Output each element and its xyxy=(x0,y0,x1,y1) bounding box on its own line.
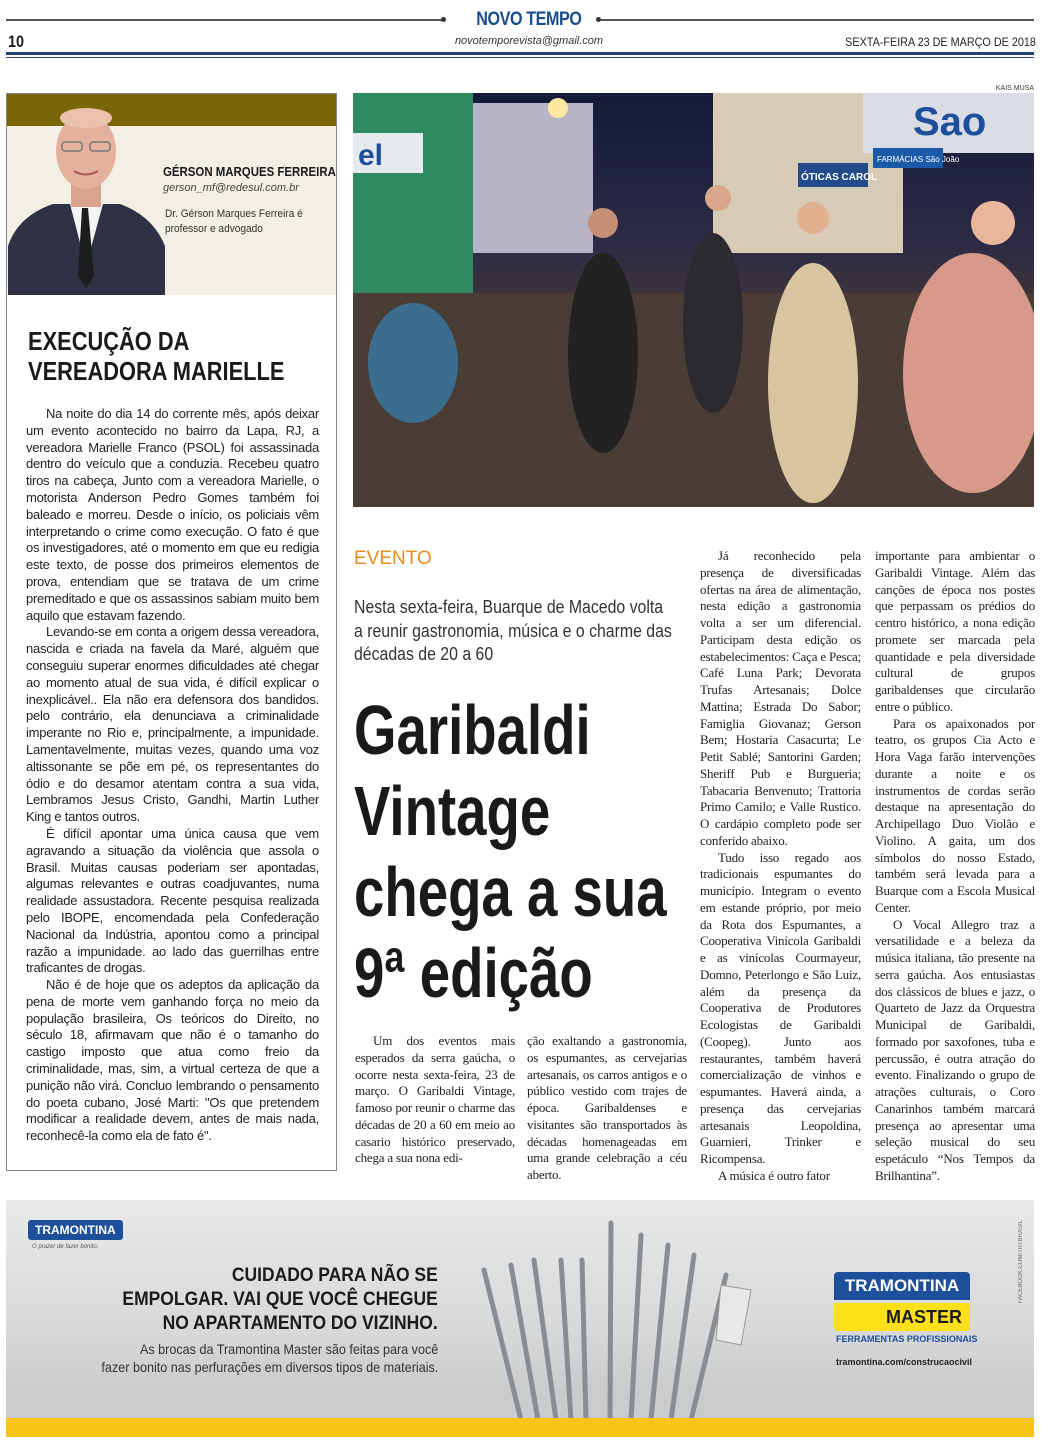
paragraph: importante para ambientar o Garibaldi Vintage. Além das canções de época nos postes que perpassam os prédios do centro histórico, a nona edição promete ser marcada pela quantidade e pela diversidade cultural de grupos garibaldenses que circularão entre o público. xyxy=(875,548,1035,714)
column-body xyxy=(26,406,319,1145)
title-line: Garibaldi xyxy=(354,691,591,769)
sign-text: el xyxy=(358,139,384,172)
tramontina-master-logo-top: TRAMONTINA xyxy=(834,1272,970,1300)
headline-line: EXECUÇÃO DA xyxy=(28,326,190,356)
ad-yellow-strip xyxy=(6,1418,1034,1437)
ad-subtext xyxy=(101,1340,438,1376)
article-title xyxy=(354,690,667,1014)
title-line: chega a sua xyxy=(354,853,667,931)
ad-tagline: FERRAMENTAS PROFISSIONAIS xyxy=(836,1334,978,1344)
ad-slogan: O prazer de fazer bonito. xyxy=(32,1244,99,1250)
header-date: SEXTA-FEIRA 23 DE MARÇO DE 2018 xyxy=(845,35,1036,49)
paragraph: Tudo isso regado aos tradicionais espumantes do município. Integram o evento em estande próprio, por meio da Rota dos Espumantes, a Cooperativa Vinícola Garibaldi e as vinícolas Courmayeur, Domno, Peterlongo e São Luiz, além da presença da Cooperativa de Produtores Ecologistas de Garibaldi (Coopeg). Junto aos restaurantes, também haverá comercialização de vinhos e espumantes. Haverá ainda, a presença das cervejarias artesanais Leopoldina, Guarnieri, Trinker e Ricompensa. xyxy=(700,849,861,1166)
author-email: gerson_mf@redesul.com.br xyxy=(163,182,299,194)
column-headline xyxy=(28,326,284,386)
paragraph: A música é outro fator xyxy=(718,1167,830,1183)
drill-bits-image xyxy=(476,1215,796,1425)
paragraph: É difícil apontar uma única causa que vem agravando a situação da violência que assola o Brasil. Muitas causas poderiam ser apontadas, algumas relevantes e outras coadjuvantes, numa realidade assustadora. Recente pesquisa realizada pelo IBOPE, encomendada pela Confederação Nacional da Indústria, apontou como a principal razão a impunidade. ao lado das guerrilhas entre traficantes de drogas. xyxy=(26,825,319,976)
author-name: GÉRSON MARQUES FERREIRA xyxy=(163,164,336,179)
deck-line: a reunir gastronomia, música e o charme das xyxy=(354,620,672,641)
article-column-2 xyxy=(527,1033,687,1184)
ad-subtext-line: As brocas da Tramontina Master são feitas para você xyxy=(139,1341,438,1357)
article-deck xyxy=(354,596,672,667)
sign-text: ÓTICAS CAROL xyxy=(801,172,878,183)
article-column-3 xyxy=(700,548,861,1185)
brand-text: NOVO TEMPO xyxy=(476,9,582,30)
ad-headline xyxy=(123,1264,438,1336)
tramontina-logo: TRAMONTINA xyxy=(28,1220,123,1240)
ad-headline-line: CUIDADO PARA NÃO SE xyxy=(232,1265,438,1286)
header-divider-thin xyxy=(6,57,1034,58)
title-line: 9ª edição xyxy=(354,934,593,1012)
author-description: Dr. Gérson Marques Ferreira é professor e advogado xyxy=(165,208,303,235)
event-photo xyxy=(353,93,1034,507)
paragraph: ção exaltando a gastronomia, os espumantes, as cervejarias artesanais, os carros antigos e o público vestido com trajes de época. Garibaldenses e visitantes são transportados às décadas homenageadas em uma grande celebração a céu aberto. xyxy=(527,1033,687,1182)
article-column-1 xyxy=(355,1033,515,1167)
ad-facebook: FACEBOOK.COM/TRTBRASIL xyxy=(1018,1220,1024,1304)
author-photo xyxy=(8,96,165,295)
newspaper-brand xyxy=(0,9,1058,31)
paragraph: Um dos eventos mais esperados da serra gaúcha, o ocorre nesta sexta-feira, 23 de março. O Garibaldi Vintage, famoso por reunir o charme das décadas de 20 a 60 em meio ao casario histórico preservado, chega a sua nona edi- xyxy=(355,1033,515,1166)
article-column-4 xyxy=(875,548,1035,1185)
deck-line: Nesta sexta-feira, Buarque de Macedo volta xyxy=(354,597,664,617)
tramontina-advertisement[interactable] xyxy=(6,1200,1034,1437)
paragraph: Levando-se em conta a origem dessa vereadora, nascida e criada na favela da Maré, alguém que conseguiu superar enormes dificuldades até chegar ao momento atual de sua vida, é difícil explicar o inexplicável.. Ela não era defensora dos bandidos. pelo contrário, ela denunciava a criminalidade imperante no Rio e, principalmente, a impunidade. Lamentavelmente, muitas vezes, quando uma voz altissonante se põe em pé, os representantes do ódio e do desamor atentam contra a sua vida, Lembramos Jesus Cristo, Gandhi, Martin Luther King e tantos outros. xyxy=(26,624,319,825)
header-email: novotemporevista@gmail.com xyxy=(454,35,604,47)
headline-line: VEREADORA MARIELLE xyxy=(28,356,285,386)
title-line: Vintage xyxy=(354,772,551,850)
photo-credit: KAIS MUSA xyxy=(995,85,1034,92)
paragraph: Na noite do dia 14 do corrente mês, após deixar um evento acontecido no bairro da Lapa, RJ, a vereadora Marielle Franco (PSOL) foi assassinada dentro do veículo que a conduzia. Recebeu quatro tiros na cabeça, Junto com a vereadora Marielle, o motorista Anderson Pedro Gomes também foi baleado e morreu. Desde o início, os policiais vêm interpretando o crime como execução. O fato é que os investigadores, até o momento em que eu redigia este texto, de posse dos primeiros elementos de prova, entendiam que se tratava de um crime premeditado e que os assassinos sabiam muito bem aquilo que estavam fazendo. xyxy=(26,406,319,623)
paragraph: O Vocal Allegro traz a versatilidade e a beleza da música italiana, tão presente na serra gaúcha. Aos entusiastas dos clássicos de blues e jazz, o Quarteto de Jazz da Orquestra Municipal de Garibaldi, formado por saxofones, tuba e percussão, é outra atração do evento. Finalizando o grupo de atrações culturais, o Coro Canarinhos também marcará presença ao apresentar uma seleção musical do seu espetáculo “Nos Tempos da Brilhantina”. xyxy=(875,916,1035,1183)
ad-headline-line: NO APARTAMENTO DO VIZINHO. xyxy=(162,1313,438,1334)
paragraph: Não é de hoje que os adeptos da aplicação da pena de morte vem ganhando força no meio da população brasileira, Os teóricos do Direito, no século 18, afirmavam que não é o tamanho do castigo imposto que atua como freio da criminalidade, mas, sim, a virtual certeza de que a punição não virá. Concluo lembrando o pensamento do poeta cubano, José Marti: "Os que pretendem modificar a realidade devem, antes de mais nada, reconhecê-la como ela de fato é". xyxy=(26,977,319,1144)
ad-subtext-line: fazer bonito nas perfurações em diversos tipos de materiais. xyxy=(101,1359,438,1375)
paragraph: Já reconhecido pela presença de diversificadas ofertas na área de alimentação, nesta edição a gastronomia volta a ser um diferencial. Participam desta edição os estabelecimentos: Caça e Pesca; Café Luna Park; Devorata Trufas Artesanais; Dolce Mattina; Estrada Do Sabor; Famiglia Giovanaz; Gerson Bem; Hostaria Casacurta; Le Petit Sablé; Santorini Garden; Sheriff Pub e Burgueria; Tabacaria Benvenuto; Trattoria Primo Camilo; e Valle Rustico. O cardápio completo pode ser conferido abaixo. xyxy=(700,548,861,848)
street-scene xyxy=(353,93,1034,507)
header-divider xyxy=(6,52,1034,55)
green-building xyxy=(353,93,473,293)
ad-url-link[interactable]: tramontina.com/construcaocivil xyxy=(836,1357,973,1367)
deck-line: décadas de 20 a 60 xyxy=(354,644,494,664)
paragraph: Para os apaixonados por teatro, os grupos Cia Acto e Hora Vaga farão intervenções durante a noite e os instrumentos de cordas serão destaque na apresentação do Archipellago Duo Violão e Violino. A gaita, um dos símbolos do nosso Estado, também será levada para a Buarque com a Escola Musical Center. xyxy=(875,715,1035,915)
sign-text: Sao xyxy=(913,100,987,144)
ad-headline-line: EMPOLGAR. VAI QUE VOCÊ CHEGUE xyxy=(122,1289,438,1310)
building xyxy=(473,103,593,253)
page-number: 10 xyxy=(8,32,25,51)
section-label: EVENTO xyxy=(354,548,432,569)
sign-text: FARMÁCIAS São João xyxy=(877,155,960,164)
tramontina-master-logo-bottom: MASTER xyxy=(834,1303,970,1331)
